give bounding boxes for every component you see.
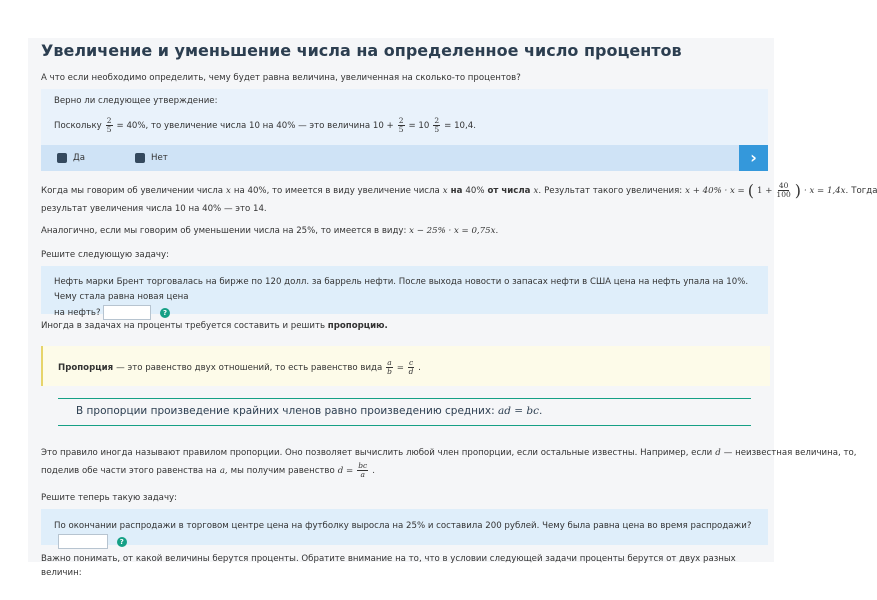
rule-box (58, 398, 751, 426)
answer-bar (41, 145, 768, 171)
option-no[interactable]: Нет (135, 153, 168, 163)
definition-box (41, 346, 770, 386)
increase-paragraph: Когда мы говорим об увеличении числа x на 40%, то имеется в виду увеличение числа x на 40% от числа x. Результат такого увеличения: x + 40% · x = ( 1 + $\frac{40}{100}$ ) · x = 1,4x. Тогда (41, 180, 877, 200)
option-yes[interactable]: Да (57, 153, 85, 163)
fraction: $\frac{40}{100}$ (776, 181, 791, 199)
closing-text: Важно понимать, от какой величины берутся проценты. Обратите внимание на то, что в условии следующей задачи проценты берутся от двух разных величин: (41, 554, 736, 578)
help-icon[interactable]: ? (160, 308, 170, 318)
fraction: $\frac{c}{d}$ (408, 358, 414, 376)
task2-box (41, 509, 768, 545)
answer-input[interactable] (58, 534, 108, 549)
intro-text: А что если необходимо определить, чему будет равна величина, увеличенная на сколько-то процентов? (41, 73, 521, 83)
answer-input[interactable] (103, 305, 151, 320)
help-icon[interactable]: ? (117, 537, 127, 547)
question-label: Верно ли следующее утверждение: (54, 96, 218, 106)
fraction: $\frac{2}{5}$ (398, 116, 404, 134)
next-button[interactable]: › (739, 145, 768, 171)
task2-prompt: Решите теперь такую задачу: (41, 493, 178, 503)
rule-text: В пропорции произведение крайних членов равно произведению средних: ad = bc. (76, 405, 543, 417)
task1-box (41, 266, 768, 318)
proportion-rule-paragraph-2: поделив обе части этого равенства на a, мы получим равенство d = $\frac{bc}{a}$ . (41, 461, 375, 479)
proportion-rule-paragraph: Это правило иногда называют правилом пропорции. Оно позволяет вычислить любой член пропорции, если остальные известны. Например, если d — неизвестная величина, то, (41, 448, 857, 458)
question-statement: Поскольку $\frac{2}{5}$ = 40%, то увеличение числа 10 на 40% — это величина 10 + $\frac{2}{5}$ = 10 $\frac{2}{5}$ = 10,4. (54, 116, 476, 134)
definition-text: Пропорция — это равенство двух отношений, то есть равенство вида $\frac{a}{b}$ = $\frac{c}{d}$ . (58, 358, 421, 376)
task1-text: Нефть марки Брент торговалась на бирже по 120 долл. за баррель нефти. После выхода новости о запасах нефти в США цена на нефть упала на 10%. Чему стала равна новая цена на нефть? ? (54, 277, 749, 318)
fraction: $\frac{a}{b}$ (387, 358, 392, 376)
question-box (41, 89, 768, 145)
task2-text: По окончании распродажи в торговом центре цена на футболку выросла на 25% и составила 200 рублей. Чему была равна цена во время распродажи? ? (54, 519, 754, 550)
checkbox-icon[interactable] (57, 153, 67, 163)
task1-prompt: Решите следующую задачу: (41, 250, 169, 260)
fraction: $\frac{2}{5}$ (106, 116, 112, 134)
fraction: $\frac{2}{5}$ (434, 116, 440, 134)
page-title: Увеличение и уменьшение числа на определенное число процентов (41, 41, 682, 60)
fraction: $\frac{bc}{a}$ (358, 461, 368, 479)
proportion-intro: Иногда в задачах на проценты требуется составить и решить пропорцию. (41, 321, 388, 331)
lesson-page (28, 38, 877, 578)
decrease-paragraph: Аналогично, если мы говорим об уменьшении числа на 25%, то имеется в виду: x − 25% · x = 0,75x. (41, 226, 499, 236)
increase-result-text: результат увеличения числа 10 на 40% — это 14. (41, 204, 267, 214)
checkbox-icon[interactable] (135, 153, 145, 163)
